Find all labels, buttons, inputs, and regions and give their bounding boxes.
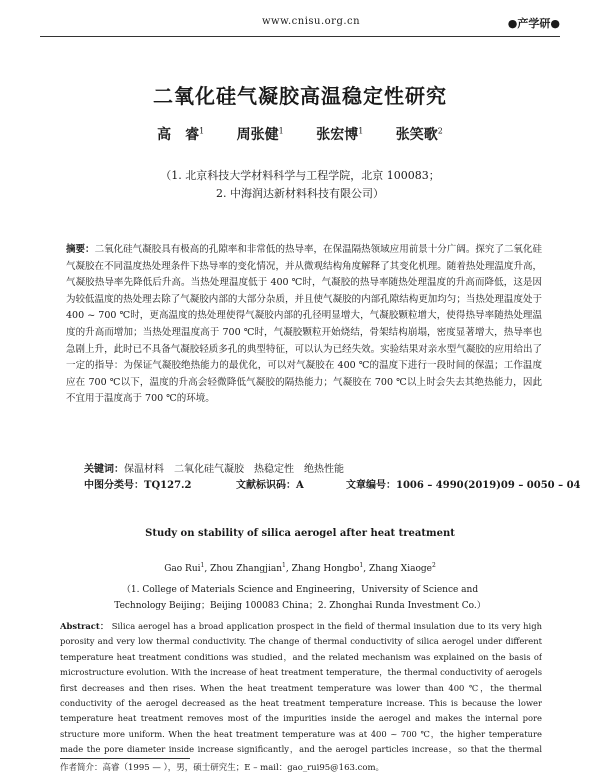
- affiliation-cn-line-1: （1. 北京科技大学材料科学与工程学院，北京 100083；: [160, 169, 440, 182]
- author-en-1: Gao Rui$^1$: [164, 562, 205, 574]
- running-header: [40, 16, 560, 36]
- affiliation-cn-line-2: 2. 中海润达新材料科技有限公司）: [216, 187, 384, 200]
- authors-english: Gao Rui$^1$, Zhou Zhangjian$^1$, Zhang Hongbo$^1$, Zhang Xiaoge$^2$: [164, 562, 436, 574]
- affiliation-en-line-1: （1. College of Materials Science and Engineering，University of Science and: [121, 585, 479, 595]
- author-cn-4: 张笑歌$^2$: [395, 126, 443, 143]
- abstract-cn-label: 摘要：: [66, 244, 95, 255]
- keywords-cn-label: 关键词：: [84, 464, 124, 475]
- keywords-chinese: [84, 460, 344, 475]
- footnote-rule: [60, 758, 190, 759]
- journal-url: www.cnisu.org.cn: [262, 16, 361, 27]
- author-cn-2: 周张健$^1$: [236, 126, 284, 143]
- authors-chinese: [0, 124, 600, 144]
- author-en-4: Zhang Xiaoge$^2$: [368, 562, 436, 574]
- author-footnote: 作者简介：高睿（1995 — ），男，硕士研究生；E – mail：gao_rui95@163.com。: [60, 763, 385, 773]
- abstract-en-label: Abstract：: [60, 621, 109, 631]
- author-en-2: Zhou Zhangjian$^1$: [210, 562, 286, 574]
- title-chinese: 二氧化硅气凝胶高温稳定性研究: [153, 84, 447, 108]
- abstract-en-text: Silica aerogel has a broad application prospect in the field of thermal insulation due to its very high porosity and very low thermal conductivity. The change of thermal conductivity of silica aerogel under different temperature heat treatment conditions was studied，and the related mechanism was explained on the basis of microstructure evolution. With the increase of heat treatment temperature，the thermal conductivity of aerogels first decreases and then rises. When the heat treatment temperature was lower than 400 ℃，the thermal conductivity of the aerogel decreased as the heat treatment temperature increase. This is because the lower temperature heat treatment removes most of the impurities inside the aerogel and makes the internal pore structure more uniform. When the heat treatment temperature was at 400 ~ 700 ℃，the higher temperature made the pore diameter inside increase significantly，and the aerogel particles increase，so that the thermal: [60, 621, 542, 755]
- affiliation-en-line-2: Technology Beijing；Beijing 100083 China；2. Zhonghai Runda Investment Co.）: [114, 601, 486, 611]
- author-cn-1: 高 睿$^1$: [157, 126, 205, 143]
- abstract-english: [60, 619, 542, 759]
- article-number: 文章编号：1006 – 4990(2019)09 – 0050 – 04: [346, 480, 581, 491]
- clc-number: 中图分类号：TQ127.2: [84, 480, 192, 491]
- title-english: Study on stability of silica aerogel after heat treatment: [145, 528, 455, 539]
- author-cn-3: 张宏博$^1$: [316, 126, 364, 143]
- author-en-3: Zhang Hongbo$^1$: [291, 562, 364, 574]
- abstract-chinese: [66, 242, 542, 457]
- abstract-cn-text: 二氧化硅气凝胶具有极高的孔隙率和非常低的热导率，在保温隔热领域应用前景十分广阔。探究了二氧化硅气凝胶在不同温度热处理条件下热导率的变化情况，并从微观结构角度解释了其变化机理。随着热处理温度升高，气凝胶热导率先降低后升高。当热处理温度低于 400 ℃时，气凝胶的热导率随热处理温度的升高而降低，这是因为较低温度的热处理去除了气凝胶内部的大部分杂质，并且使气凝胶的内部孔隙结构更加均匀；当热处理温度处于 400 ~ 700 ℃时，更高温度的热处理使得气凝胶内部的孔径明显增大，气凝胶颗粒增大，使得热导率随热处理温度的升高而增加；当热处理温度高于 700 ℃时，气凝胶颗粒开始烧结，骨架结构崩塌，密度显著增大，热导率也急剧上升，此时已不具备气凝胶轻质多孔的典型特征，可以认为已经失效。实验结果对亲水型气凝胶的应用给出了一定的指导：为保证气凝胶绝热能力的最优化，可以对气凝胶在 400 ℃的温度下进行一段时间的保温；工作温度应在 700 ℃以下，温度的升高会轻微降低气凝胶的隔热能力；气凝胶在 700 ℃以上时会失去其绝热能力，因此不宜用于温度高于 700 ℃的环境。: [66, 244, 542, 405]
- keywords-cn-text: 保温材料 二氧化硅气凝胶 热稳定性 绝热性能: [124, 464, 344, 475]
- header-rule: [40, 36, 560, 37]
- section-label: ●产学研●: [507, 17, 560, 30]
- document-code: 文献标识码：A: [236, 480, 304, 491]
